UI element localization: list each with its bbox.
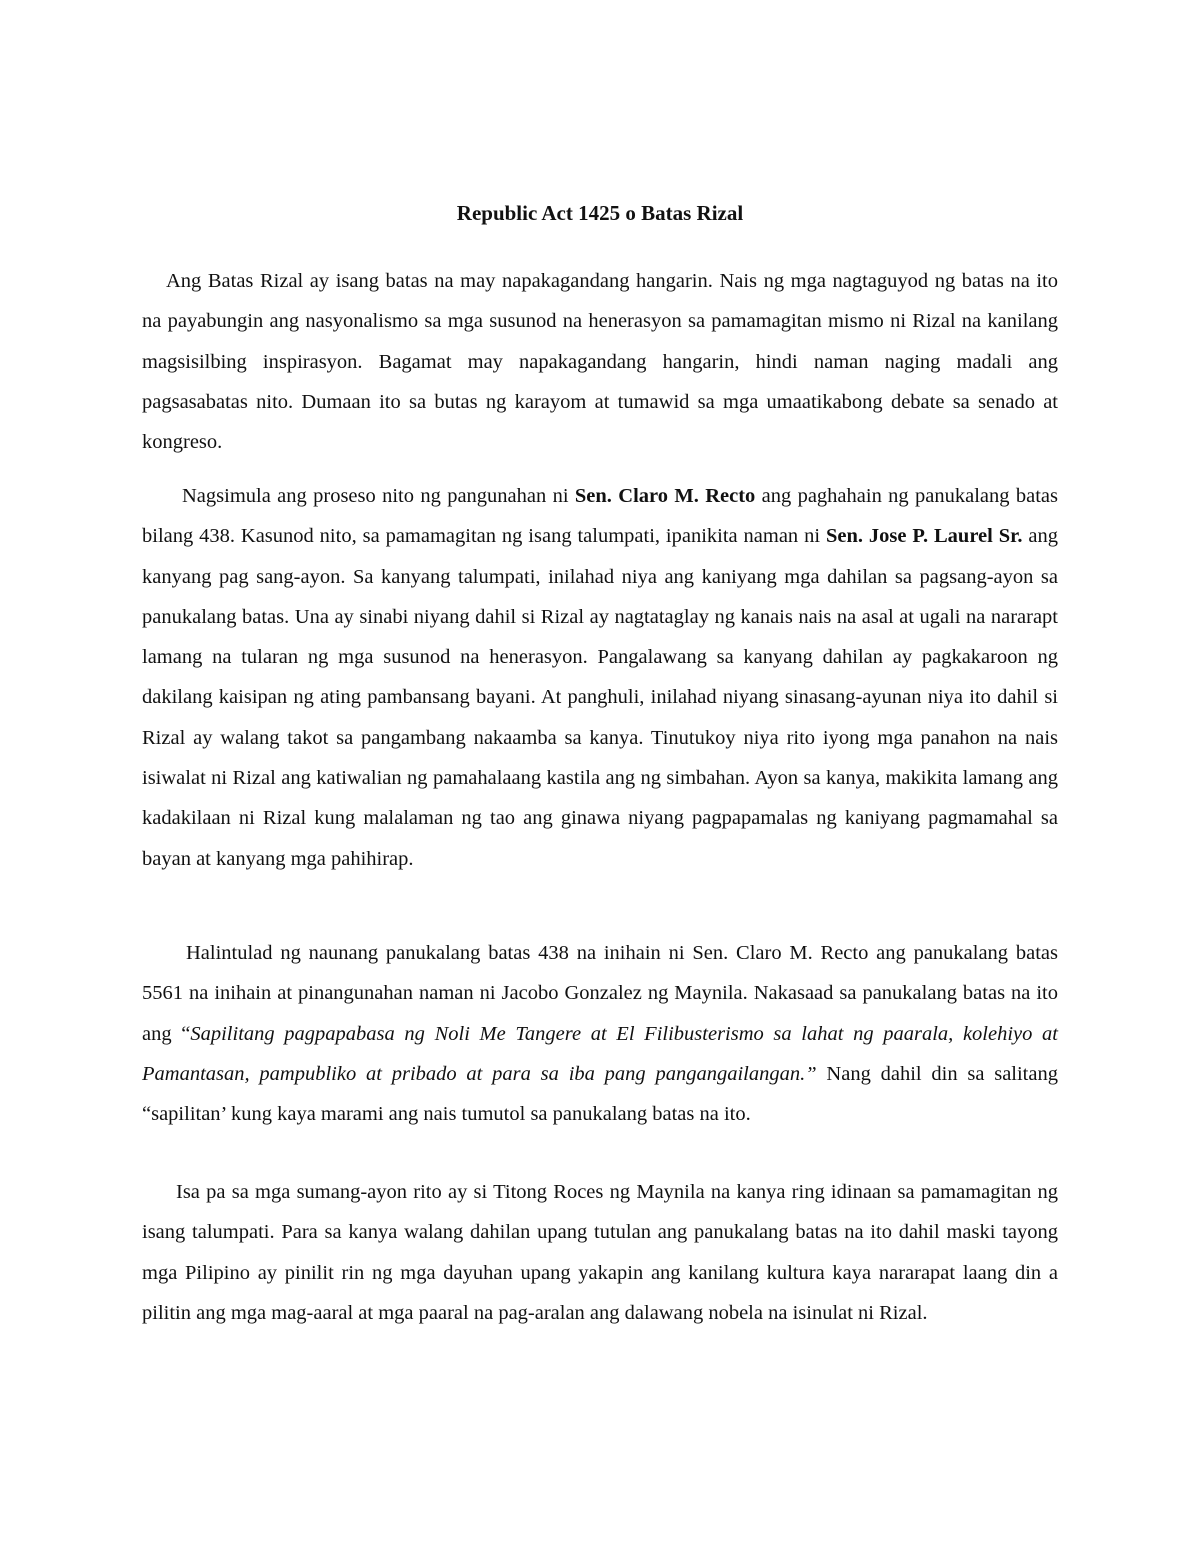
- senator-laurel-name: Sen. Jose P. Laurel Sr.: [825, 525, 1023, 548]
- paragraph-4: [142, 1172, 1058, 1333]
- bill-quote: Sapilitang pagpapabasa ng Noli Me Tangere at El Filibusterismo sa lahat ng paarala, kolehiyo at Pamantasan, pampubliko at pribado at para sa iba pang pangangailangan.”: [142, 1022, 1058, 1085]
- paragraph-3: [142, 933, 1058, 1134]
- paragraph-2-rest: ang kanyang pag sang-ayon. Sa kanyang talumpati, inilahad niya ang kaniyang mga dahilan sa pagsang-ayon sa panukalang batas. Una ay sinabi niyang dahil si Rizal ay nagtataglay ng kanais nais na asal at ugali na nararapt lamang na tularan ng mga susunod na henerasyon. Pangalawang sa kanyang dahilan ay pagkakaroon ng dakilang kaisipan ng ating pambansang bayani. At panghuli, inilahad niyang sinasang-ayunan niya ito dahil si Rizal ay walang takot sa pangambang nakaamba sa kanya. Tinutukoy niya rito iyong mga panahon na nais isiwalat ni Rizal ang katiwalian ng pamahalaang kastila ang ng simbahan. Ayon sa kanya, makikita lamang ang kadakilaan ni Rizal kung malalaman ng tao ang ginawa niyang pagpapamalas ng kaniyang pagmamahal sa bayan at kanyang mga pahihirap.: [142, 525, 1058, 870]
- document-title: Republic Act 1425 o Batas Rizal: [456, 201, 744, 225]
- paragraph-2-middle: ang paghahain ng panukalang batas bilang 438. Kasunod nito, sa pamamagitan ng isang talumpati, ipanikita naman ni: [142, 485, 1058, 548]
- paragraph-4-text: Isa pa sa mga sumang-ayon rito ay si Titong Roces ng Maynila na kanya ring idinaan sa pamamagitan ng isang talumpati. Para sa kanya walang dahilan upang tutulan ang panukalang batas na ito dahil maski tayong mga Pilipino ay pinilit rin ng mga dayuhan upang yakapin ang kanilang kultura kaya nararapat laang din a pilitin ang mga mag-aaral at mga paaral na pag-aralan ang dalawang nobela na isinulat ni Rizal.: [142, 1181, 1058, 1324]
- senator-recto-name: Sen. Claro M. Recto: [574, 485, 756, 507]
- paragraph-3-intro: Halintulad ng naunang panukalang batas 438 na inihain ni Sen. Claro M. Recto ang panukalang batas 5561 na inihain at pinangunahan naman ni Jacobo Gonzalez ng Maynila. Nakasaad sa panukalang batas na ito ang “: [142, 942, 1058, 1045]
- paragraph-3-rest: Nang dahil din sa salitang “sapilitan’ kung kaya marami ang nais tumutol sa panukalang batas na ito.: [142, 1062, 1058, 1126]
- paragraph-1: [142, 261, 1058, 462]
- paragraph-2: [142, 476, 1058, 879]
- paragraph-2-intro: Nagsimula ang proseso nito ng pangunahan ni: [182, 485, 575, 507]
- paragraph-1-text: Ang Batas Rizal ay isang batas na may napakagandang hangarin. Nais ng mga nagtaguyod ng batas na ito na payabungin ang nasyonalismo sa mga susunod na henerasyon sa pamamagitan mismo ni Rizal na kanilang magsisilbing inspirasyon. Bagamat may napakagandang hangarin, hindi naman naging madali ang pagsasabatas nito. Dumaan ito sa butas ng karayom at tumawid sa mga umaatikabong debate sa senado at kongreso.: [142, 270, 1058, 454]
